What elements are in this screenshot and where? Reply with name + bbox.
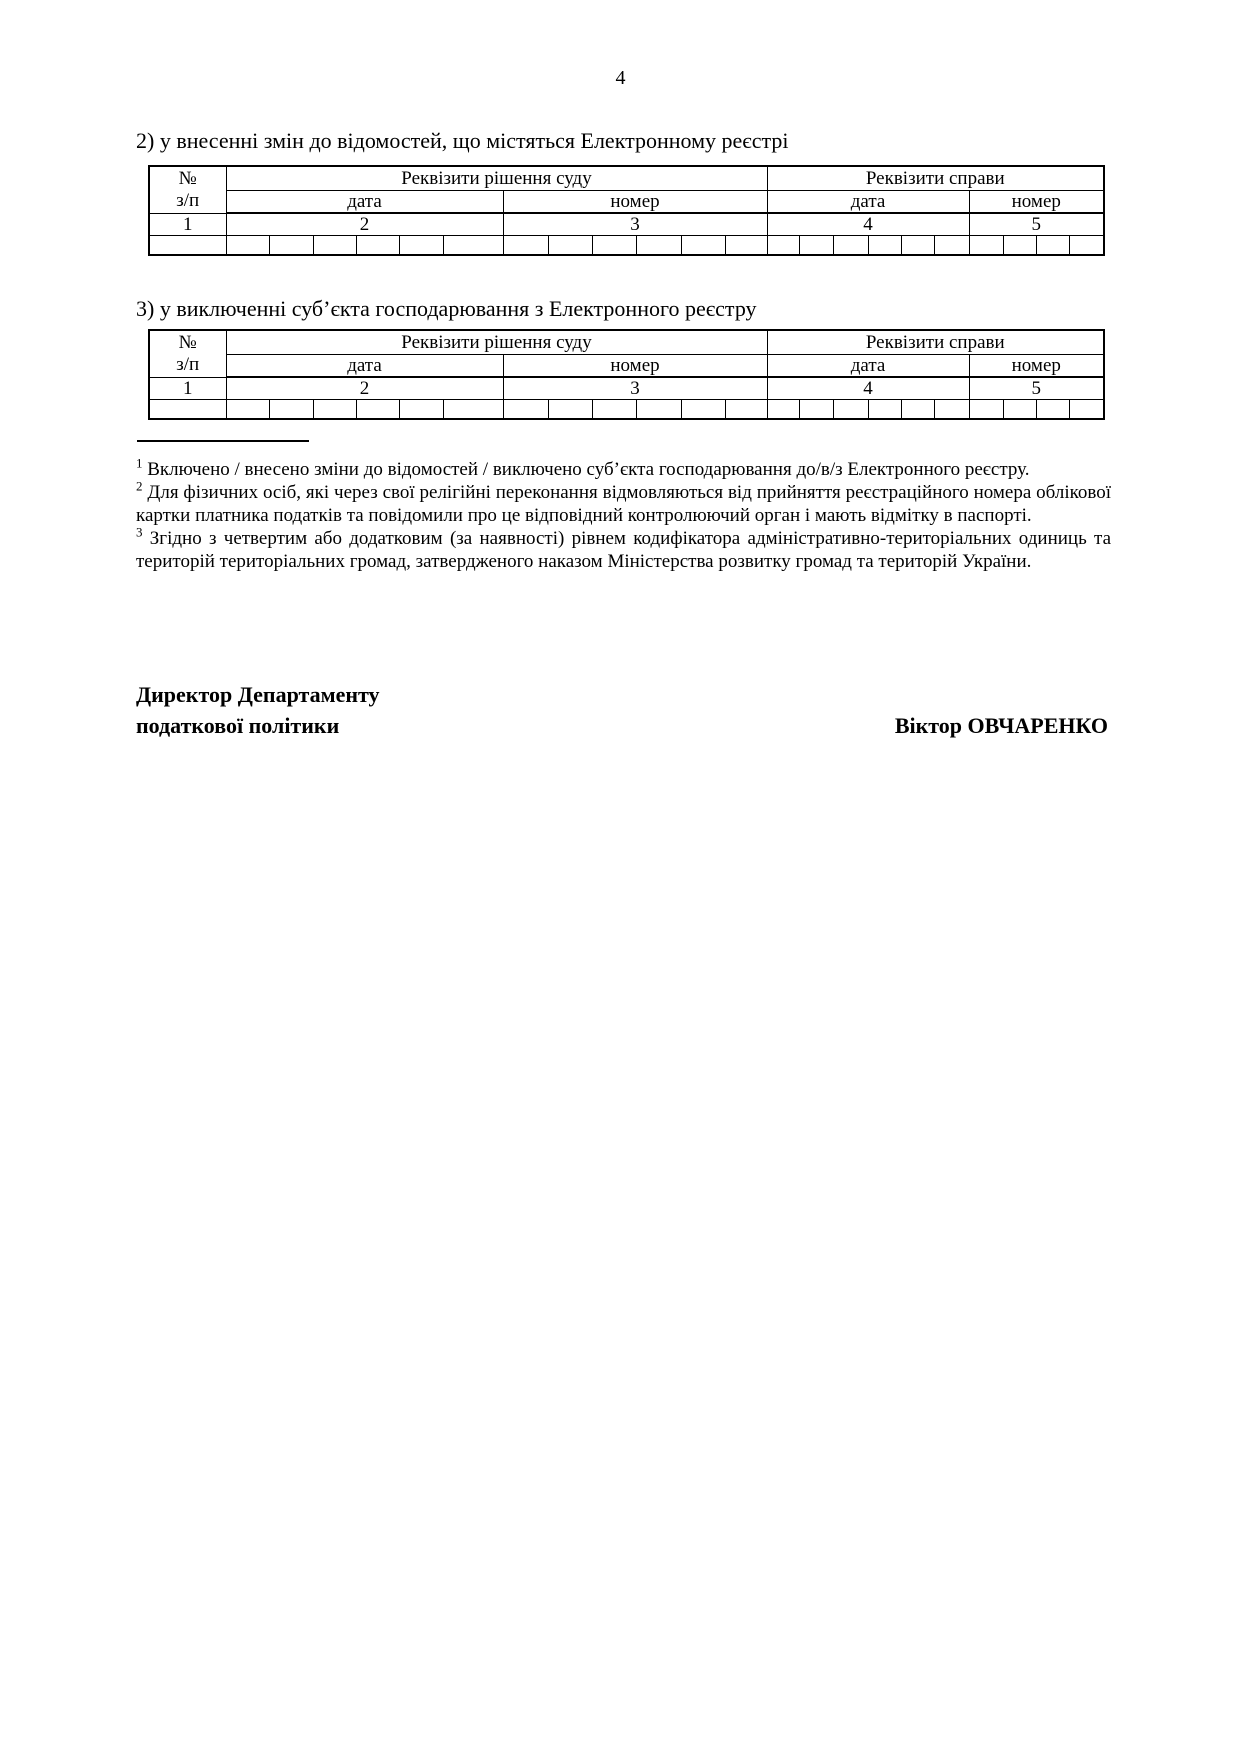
signatory-name: Віктор ОВЧАРЕНКО [894, 713, 1108, 738]
page-number: 4 [615, 67, 626, 89]
entry-cell [934, 236, 969, 256]
entry-cell [149, 400, 226, 420]
column-index-3: 3 [503, 213, 767, 236]
subheader-court-number: номер [503, 355, 767, 378]
number-column-header [149, 166, 226, 213]
entry-cell [681, 236, 725, 256]
subheader-case-date: дата [767, 191, 969, 214]
entry-cell [969, 236, 1003, 256]
footnote-2-text: Для фізичних осіб, які через свої релігійні переконання відмовляються від прийняття реєстраційного номера облікової картки платника податків та повідомили про це відповідний контролюючий орган і мають відмітку в паспорті. [136, 482, 1111, 526]
column-index-4: 4 [767, 377, 969, 400]
section-2-heading: 2) у внесенні змін до відомостей, що містяться Електронному реєстрі [136, 128, 789, 153]
column-index-3: 3 [503, 377, 767, 400]
entry-cell [548, 236, 592, 256]
entry-cell [767, 400, 799, 420]
entry-cell [799, 400, 833, 420]
subheader-court-date: дата [226, 191, 503, 214]
column-index-2: 2 [226, 377, 503, 400]
entry-cell [1036, 400, 1069, 420]
footnote-separator [137, 440, 309, 442]
entry-cell [725, 236, 767, 256]
footnotes [136, 455, 1111, 573]
entry-cell [833, 236, 868, 256]
entry-cell [313, 236, 356, 256]
entry-cell [503, 236, 548, 256]
entry-row [149, 236, 1104, 256]
entry-cell [269, 400, 313, 420]
section-2-table [148, 165, 1105, 256]
footnote-3-text: Згідно з четвертим або додатковим (за наявності) рівнем кодифікатора адміністративно-територіальних одиниць та територій територіальних громад, затвердженого наказом Міністерства розвитку громад та територій України. [136, 528, 1111, 572]
entry-cell [1036, 236, 1069, 256]
entry-cell [356, 400, 399, 420]
footnote-1-text: Включено / внесено зміни до відомостей / виключено суб’єкта господарювання до/в/з Електронного реєстру. [147, 459, 1030, 480]
entry-cell [681, 400, 725, 420]
number-column-header-line2: з/п [176, 189, 200, 211]
entry-cell [636, 236, 681, 256]
entry-cell [313, 400, 356, 420]
footnote-2 [136, 478, 1111, 527]
group-header-court-decision: Реквізити рішення суду [226, 330, 767, 355]
entry-cell [269, 236, 313, 256]
entry-cell [149, 236, 226, 256]
entry-cell [636, 400, 681, 420]
entry-cell [1003, 400, 1036, 420]
group-header-court-decision: Реквізити рішення суду [226, 166, 767, 191]
number-column-header-line1: № [178, 167, 197, 189]
group-header-case: Реквізити справи [767, 330, 1104, 355]
section-3-table [148, 329, 1105, 420]
number-column-header-line2: з/п [176, 353, 200, 375]
entry-cell [443, 400, 503, 420]
entry-cell [833, 400, 868, 420]
entry-cell [399, 400, 443, 420]
entry-cell [226, 400, 269, 420]
entry-cell [226, 236, 269, 256]
subheader-case-number: номер [969, 191, 1104, 214]
subheader-case-date: дата [767, 355, 969, 378]
entry-cell [399, 236, 443, 256]
group-header-case: Реквізити справи [767, 166, 1104, 191]
entry-cell [901, 400, 934, 420]
footnote-3 [136, 524, 1111, 573]
footnote-3-marker: 3 [136, 524, 143, 540]
entry-cell [901, 236, 934, 256]
entry-cell [969, 400, 1003, 420]
entry-cell [934, 400, 969, 420]
footnote-1-marker: 1 [136, 455, 143, 471]
column-index-5: 5 [969, 377, 1104, 400]
entry-cell [1069, 400, 1104, 420]
entry-cell [443, 236, 503, 256]
entry-cell [868, 400, 901, 420]
entry-cell [868, 236, 901, 256]
subheader-case-number: номер [969, 355, 1104, 378]
entry-cell [592, 236, 636, 256]
section-3-heading: 3) у виключенні суб’єкта господарювання з Електронного реєстру [136, 296, 757, 321]
subheader-court-number: номер [503, 191, 767, 214]
subheader-court-date: дата [226, 355, 503, 378]
column-index-2: 2 [226, 213, 503, 236]
entry-cell [503, 400, 548, 420]
entry-cell [767, 236, 799, 256]
number-column-header-line1: № [178, 331, 197, 353]
column-index-5: 5 [969, 213, 1104, 236]
footnote-1 [136, 455, 1111, 481]
signatory-position-line1: Директор Департаменту [136, 682, 380, 707]
footnote-2-marker: 2 [136, 478, 143, 494]
signatory-position [136, 679, 380, 741]
entry-row [149, 400, 1104, 420]
number-column-header [149, 330, 226, 377]
entry-cell [592, 400, 636, 420]
column-index-1: 1 [149, 213, 226, 236]
entry-cell [1069, 236, 1104, 256]
entry-cell [1003, 236, 1036, 256]
entry-cell [725, 400, 767, 420]
column-index-1: 1 [149, 377, 226, 400]
entry-cell [356, 236, 399, 256]
signatory-position-line2: податкової політики [136, 713, 340, 738]
entry-cell [548, 400, 592, 420]
column-index-4: 4 [767, 213, 969, 236]
entry-cell [799, 236, 833, 256]
